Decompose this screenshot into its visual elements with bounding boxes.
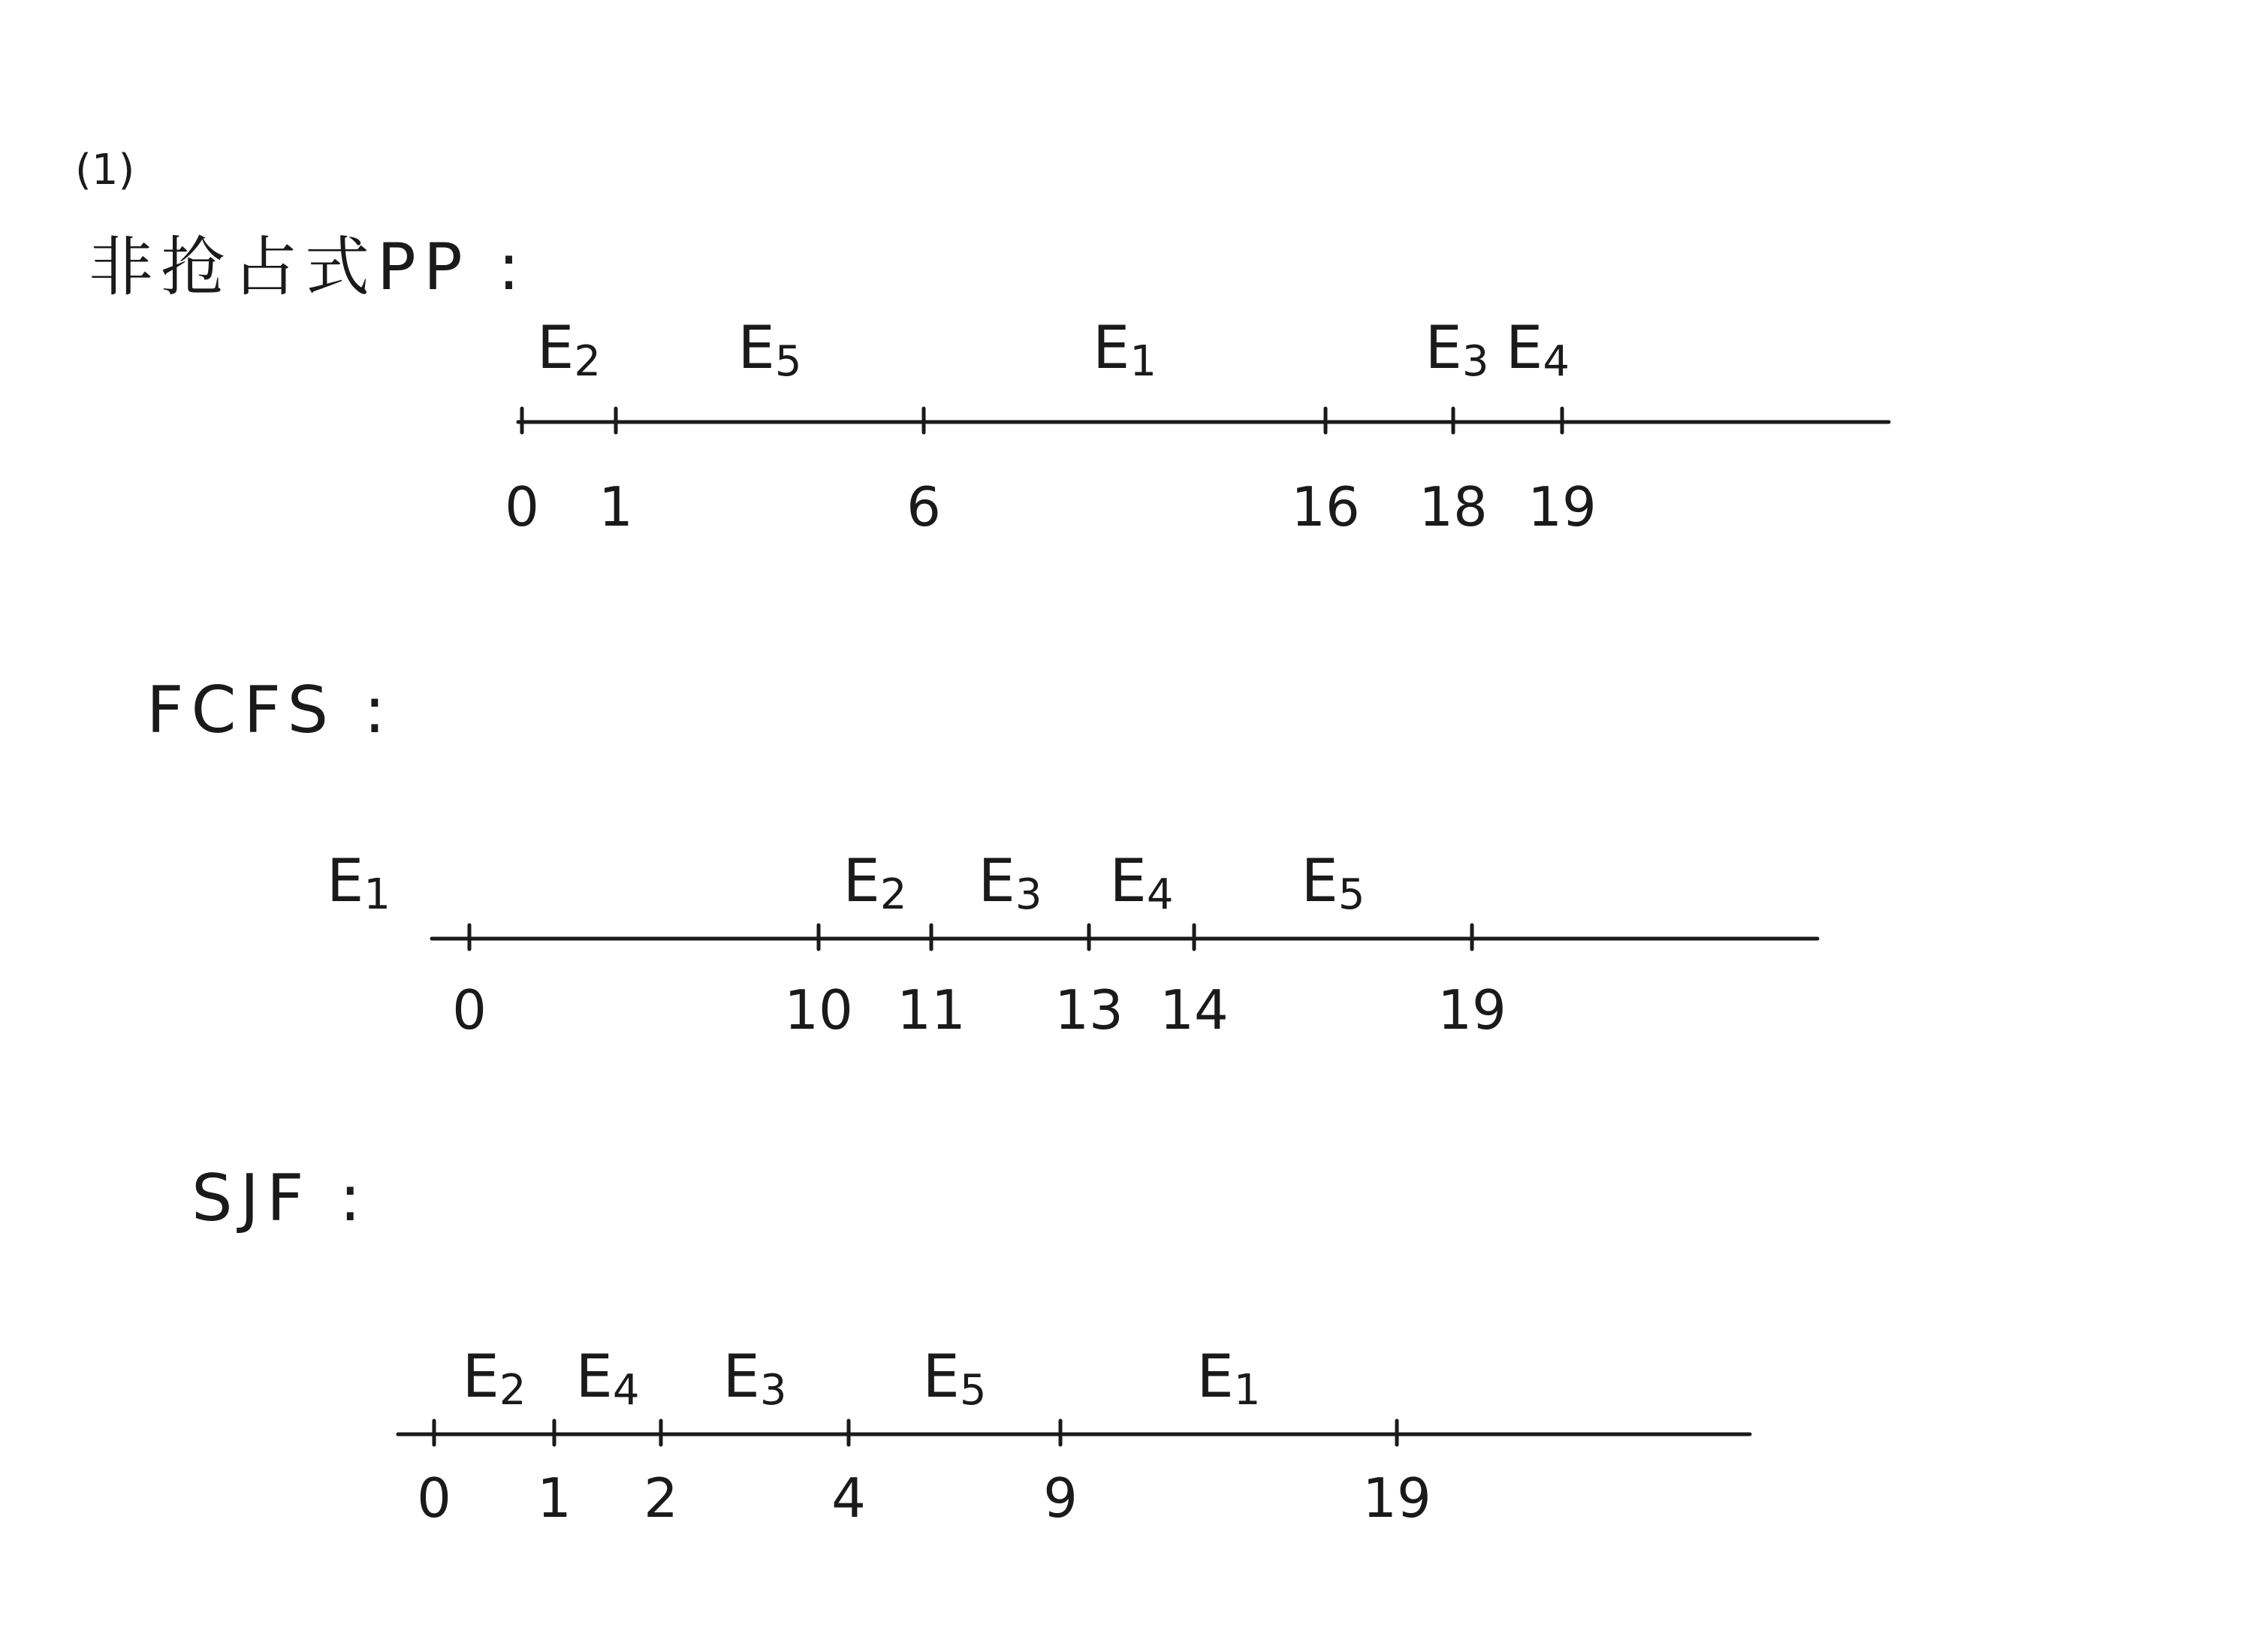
chart-1-heading: 非抢占式PP : xyxy=(89,230,528,305)
part-label: (1) xyxy=(75,146,135,194)
chart-2-tick-label: 13 xyxy=(1054,978,1123,1042)
chart-1-tick-label: 19 xyxy=(1528,475,1597,538)
chart-2-process-label: E2 xyxy=(843,848,907,919)
chart-1-tick-label: 16 xyxy=(1291,475,1360,538)
chart-1-tick-label: 6 xyxy=(906,475,941,538)
chart-1-process-label: E4 xyxy=(1506,315,1570,386)
chart-2-heading: FCFS : xyxy=(146,673,394,748)
chart-1-process-label: E5 xyxy=(737,315,802,386)
chart-2-process-label: E5 xyxy=(1301,848,1365,919)
chart-1-process-label: E1 xyxy=(1093,315,1157,386)
chart-3-tick-label: 19 xyxy=(1362,1467,1431,1530)
chart-2-process-label: E4 xyxy=(1109,848,1174,919)
chart-3-gantt xyxy=(398,1343,1750,1530)
chart-2-tick-label: 19 xyxy=(1437,978,1507,1042)
chart-3-heading: SJF : xyxy=(192,1161,369,1236)
chart-3-tick-label: 1 xyxy=(537,1467,572,1530)
chart-3-process-label: E4 xyxy=(575,1343,640,1415)
chart-3-process-label: E5 xyxy=(922,1343,987,1415)
chart-3-process-label: E1 xyxy=(1196,1343,1261,1415)
chart-2-tick-label: 10 xyxy=(784,978,853,1042)
chart-2-process-label: E3 xyxy=(978,848,1042,919)
chart-2-tick-label: 11 xyxy=(897,978,966,1042)
chart-3-process-label: E3 xyxy=(722,1343,787,1415)
chart-1-tick-label: 1 xyxy=(599,475,633,538)
chart-1-tick-label: 18 xyxy=(1419,475,1488,538)
chart-3-tick-label: 9 xyxy=(1043,1467,1078,1530)
chart-1-process-label: E3 xyxy=(1425,315,1489,386)
chart-1-gantt xyxy=(505,315,1889,538)
chart-1-tick-label: 0 xyxy=(505,475,539,538)
chart-2-gantt xyxy=(327,848,1817,1042)
chart-3-process-label: E2 xyxy=(462,1343,526,1415)
chart-1-process-label: E2 xyxy=(537,315,601,386)
chart-2-process-label: E1 xyxy=(327,848,391,919)
chart-3-tick-label: 4 xyxy=(831,1467,866,1530)
chart-2-tick-label: 0 xyxy=(452,978,487,1042)
chart-3-tick-label: 0 xyxy=(417,1467,451,1530)
chart-3-tick-label: 2 xyxy=(644,1467,678,1530)
chart-2-tick-label: 14 xyxy=(1160,978,1229,1042)
